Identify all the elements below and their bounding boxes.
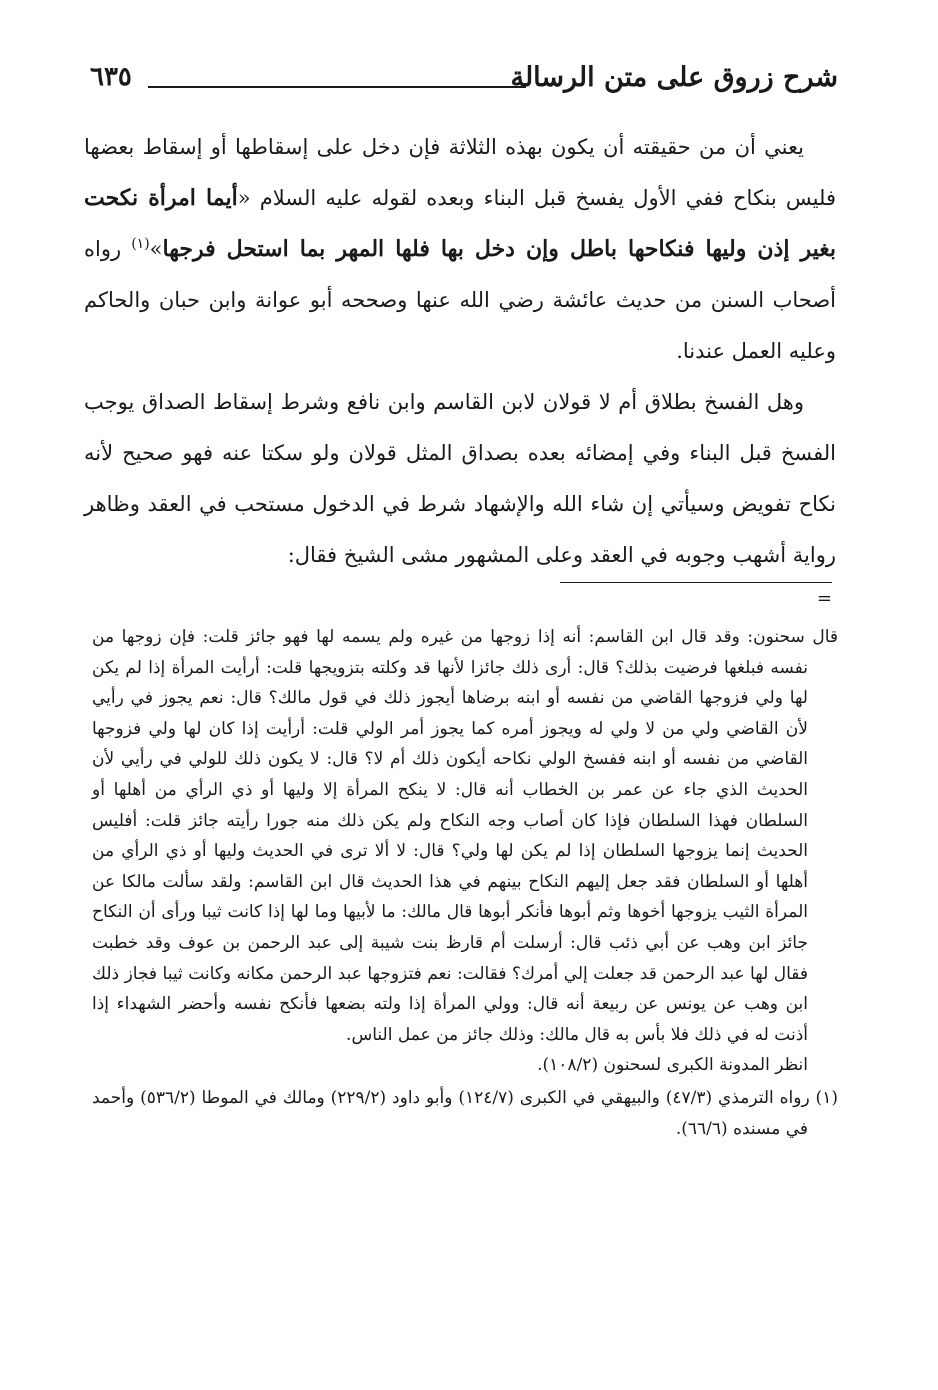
footnote-continued: قال سحنون: وقد قال ابن القاسم: أنه إذا زوجها من غيره ولم يسمه لها فهو جائز قلت: فإن زوجها من نفسه فبلغها فرضيت بذلك؟ قال: أرى ذلك جائزا لأنها قد وكلته بتزويجها قلت: أرأيت المرأة إذا لم يكن لها ولي فزوجها القاضي من نفسه أو ابنه برضاها أيجوز ذلك في قول مالك؟ قال: نعم يجوز في رأيي لأن القاضي ولي من لا ولي له ويجوز أمره كما يجوز أمر الولي قلت: أرأيت إذا كان لها ولي فزوجها القاضي من نفسه أو ابنه ففسخ الولي نكاحه أيكون ذلك أم لا؟ قال: لا يكون ذلك للولي في رأيي لأن الحديث الذي جاء عن عمر بن الخطاب أنه قال: لا ينكح المرأة إلا وليها أو ذي الرأي من أهلها أو السلطان فهذا السلطان فإذا كان أصاب وجه النكاح ولم يكن ذلك منه جورا رأيته جائز قلت: أفليس الحديث إنما يزوجها السلطان إذا لم يكن لها ولي؟ قال: لا ألا ترى في الحديث وليها أو ذي الرأي من أهلها أو السلطان فقد جعل إليهم النكاح بينهم في هذا الحديث قال ابن القاسم: ولقد سألت مالكا عن المرأة الثيب يزوجها أخوها وثم أبوها فأنكر أبوها قال مالك: ما لأبيها وما لها إذا كانت ثيبا ورأى أن النكاح جائز ابن وهب عن أبي ذئب قال: أرسلت أم قارظ بنت شيبة إلى عبد الرحمن بن عوف وقد خطبت فقال لها عبد الرحمن قد جعلت إلي أمرك؟ فقالت: نعم فتزوجها عبد الرحمن مكانه وكانت ثيبا فجاز ذلك ابن وهب عن يونس عن ربيعة أنه قال: وولي المرأة إذا ولته بضعها فأنكح نفسه وأحضر الشهداء إذا أذنت له في ذلك فلا بأس به قال مالك: وذلك جائز من عمل الناس. xyxy=(92,627,838,1045)
page-header xyxy=(90,62,838,110)
header-rule xyxy=(148,86,526,88)
paragraph-1-end: رواه أصحاب السنن من حديث عائشة رضي الله عنها وصححه أبو عوانة وابن حبان والحاكم وعليه العمل عندنا. xyxy=(84,237,836,363)
paragraph-2: وهل الفسخ بطلاق أم لا قولان لابن القاسم وابن نافع وشرط إسقاط الصداق يوجب الفسخ قبل البناء وفي إمضائه بعده بصداق المثل قولان ولو سكتا عنه فهو صحيح لأنه نكاح تفويض وسيأتي إن شاء الله والإشهاد شرط في الدخول مستحب في العقد وظاهر رواية أشهب وجوبه في العقد وعلى المشهور مشى الشيخ فقال: xyxy=(84,390,836,567)
quote-close: » xyxy=(149,237,163,261)
hadith-quote: أيما امرأة نكحت بغير إذن وليها فنكاحها باطل وإن دخل بها فلها المهر بما استحل فرجها xyxy=(84,185,837,262)
page-number: ٦٣٥ xyxy=(90,62,132,92)
footnote-1: (١) رواه الترمذي (٤٧/٣) والبيهقي في الكبرى (١٢٤/٧) وأبو داود (٢٢٩/٢) ومالك في الموطا (٥٣٦/٢) وأحمد في مسنده (٦٦/٦). xyxy=(92,1087,838,1139)
paragraph-1-start: يعني أن من حقيقته أن يكون بهذه الثلاثة فإن دخل على إسقاطها أو إسقاط بعضها فليس بنكاح ففي الأول يفسخ قبل البناء وبعده لقوله عليه السلام « xyxy=(84,135,836,210)
paragraph-1 xyxy=(84,122,836,377)
main-text xyxy=(84,122,836,581)
footnote-divider xyxy=(560,582,832,583)
running-title: شرح زروق على متن الرسالة xyxy=(510,62,838,93)
footnote-source: انظر المدونة الكبرى لسحنون (١٠٨/٢). xyxy=(537,1055,808,1076)
footnote-reference[interactable]: (١) xyxy=(131,236,150,252)
footnotes xyxy=(92,622,838,1144)
continuation-mark: = xyxy=(816,588,832,609)
